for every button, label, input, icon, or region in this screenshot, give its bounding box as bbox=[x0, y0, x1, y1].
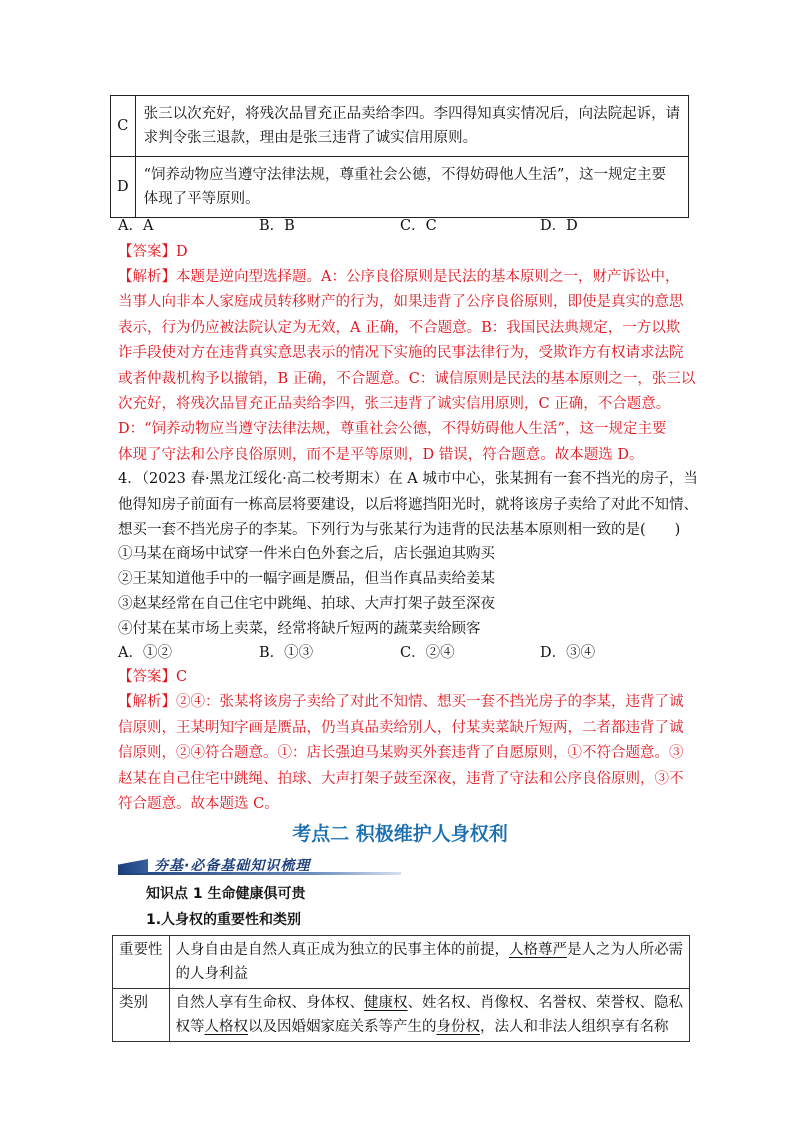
choice-d: D．③④ bbox=[540, 645, 596, 661]
option-line: “饲养动物应当遵守法律法规，尊重社会公德，不得妨碍他人生活”，这一规定主要 bbox=[143, 167, 666, 183]
analysis-line: D：“饲养动物应当遵守法律法规，尊重社会公德，不得妨碍他人生活”，这一规定主要 bbox=[118, 421, 667, 438]
choice-c: C．C bbox=[400, 218, 437, 234]
underlined-term: 人格尊严 bbox=[509, 942, 567, 958]
knowledge-point-title: 知识点 1 生命健康俱可贵 bbox=[146, 886, 306, 902]
q4-item: ①马某在商场中试穿一件米白色外套之后，店长强迫其购买 bbox=[118, 546, 495, 562]
choice-d: D．D bbox=[540, 218, 578, 234]
option-row-c bbox=[111, 96, 689, 157]
content-line: 的人身利益 bbox=[175, 966, 248, 982]
text-span: 是人之为人所必需 bbox=[567, 942, 683, 958]
stem-line: 4．（2023 春·黑龙江绥化·高二校考期末）在 A 城市中心，张某拥有一套不挡光的房子，当 bbox=[118, 471, 698, 487]
option-table bbox=[110, 95, 689, 218]
text-span: 以及因婚姻家庭关系等产生的 bbox=[248, 1019, 437, 1035]
analysis-line: 诈手段使对方在违背真实意思表示的情况下实施的民事法律行为，受欺诈方有权请求法院 bbox=[118, 345, 684, 362]
analysis-line: 信原则，王某明知字画是赝品，仍当真品卖给别人，付某卖菜缺斤短两，二者都违背了诚 bbox=[118, 719, 684, 736]
underlined-term: 人格权 bbox=[204, 1019, 248, 1035]
choice-b: B．①③ bbox=[259, 645, 314, 661]
underlined-term: 健康权 bbox=[364, 995, 408, 1011]
option-label: C bbox=[111, 96, 136, 157]
option-line: 求判令张三退款，理由是张三违背了诚实信用原则。 bbox=[143, 130, 478, 146]
analysis-line: 符合题意。故本题选 C。 bbox=[118, 796, 279, 812]
section-heading: 考点二 积极维护人身权利 bbox=[292, 823, 508, 845]
option-text bbox=[135, 96, 689, 157]
analysis-line: 当事人向非本人家庭成员转移财产的行为，如果违背了公序良俗原则，即使是真实的意思 bbox=[118, 294, 684, 311]
banner-text: 夯基·必备基础知识梳理 bbox=[154, 858, 311, 874]
q4-item: ③赵某经常在自己住宅中跳绳、拍球、大声打架子鼓至深夜 bbox=[118, 596, 495, 612]
text-span: 人身自由是自然人真正成为独立的民事主体的前提， bbox=[175, 942, 509, 958]
analysis-line: 表示，行为仍应被法院认定为无效，A 正确，不合题意。B：我国民法典规定，一方以欺 bbox=[118, 319, 681, 336]
analysis-line: 【解析】本题是逆向型选择题。A：公序良俗原则是民法的基本原则之一，财产诉讼中， bbox=[118, 269, 680, 285]
rights-row-category bbox=[113, 989, 690, 1042]
q4-stem bbox=[118, 467, 698, 544]
analysis-line: 赵某在自己住宅中跳绳、拍球、大声打架子鼓至深夜，违背了守法和公序良俗原则，③不 bbox=[118, 770, 684, 787]
analysis-line: 【解析】②④：张某将该房子卖给了对此不知情、想买一套不挡光房子的李某，违背了诚 bbox=[118, 694, 684, 710]
text-span: 自然人享有生命权、身体权、 bbox=[175, 995, 364, 1011]
analysis-line: 体现了守法和公序良俗原则，而不是平等原则，D 错误，符合题意。故本题选 D。 bbox=[118, 446, 644, 463]
rights-row-importance bbox=[113, 936, 690, 989]
choice-c: C．②④ bbox=[400, 645, 455, 661]
row-content bbox=[169, 936, 690, 989]
text-span: 权等 bbox=[175, 1019, 205, 1035]
option-label: D bbox=[111, 157, 136, 218]
q4-answer: 【答案】C bbox=[118, 669, 188, 685]
choice-a: A．①② bbox=[118, 645, 172, 661]
choice-b: B．B bbox=[259, 218, 295, 234]
analysis-line: 或者仲裁机构予以撤销，B 正确，不合题意。C：诚信原则是民法的基本原则之一，张三以 bbox=[118, 370, 696, 387]
banner-block bbox=[118, 859, 148, 873]
underlined-term: 身份权 bbox=[436, 1019, 480, 1035]
row-label: 重要性 bbox=[113, 936, 170, 989]
q3-analysis bbox=[118, 265, 695, 468]
section-banner bbox=[118, 855, 401, 877]
q4-analysis bbox=[118, 690, 684, 818]
row-content bbox=[169, 989, 690, 1042]
text-span: ，法人和非法人组织享有名称 bbox=[480, 1019, 669, 1035]
q4-items bbox=[118, 542, 495, 642]
stem-line: 想买一套不挡光房子的李某。下列行为与张某行为违背的民法基本原则相一致的是( ) bbox=[118, 522, 681, 538]
text-span: 、姓名权、肖像权、名誉权、荣誉权、隐私 bbox=[407, 995, 683, 1011]
content-line bbox=[176, 938, 684, 962]
q3-answer: 【答案】D bbox=[118, 244, 188, 260]
analysis-line: 次充好，将残次品冒充正品卖给李四，张三违背了诚实信用原则，C 正确，不合题意。 bbox=[118, 396, 671, 413]
row-label: 类别 bbox=[113, 989, 170, 1042]
q4-item: ④付某在某市场上卖菜，经常将缺斤短两的蔬菜卖给顾客 bbox=[118, 621, 481, 637]
choice-a: A．A bbox=[118, 218, 154, 234]
analysis-line: 信原则，②④符合题意。①：店长强迫马某购买外套违背了自愿原则，①不符合题意。③ bbox=[118, 745, 684, 761]
option-text bbox=[135, 157, 689, 218]
content-line bbox=[176, 1015, 684, 1039]
content-line bbox=[176, 991, 684, 1015]
subheading: 1.人身权的重要性和类别 bbox=[146, 912, 302, 928]
rights-table bbox=[112, 935, 690, 1042]
option-line: 张三以次充好，将残次品冒充正品卖给李四。李四得知真实情况后，向法院起诉，请 bbox=[143, 106, 681, 122]
option-row-d bbox=[111, 157, 689, 218]
q4-item: ②王某知道他手中的一幅字画是赝品，但当作真品卖给姜某 bbox=[118, 571, 495, 587]
option-line: 体现了平等原则。 bbox=[143, 191, 260, 207]
stem-line: 他得知房子前面有一栋高层将要建设，以后将遮挡阳光时，就将该房子卖给了对此不知情、 bbox=[118, 496, 698, 513]
